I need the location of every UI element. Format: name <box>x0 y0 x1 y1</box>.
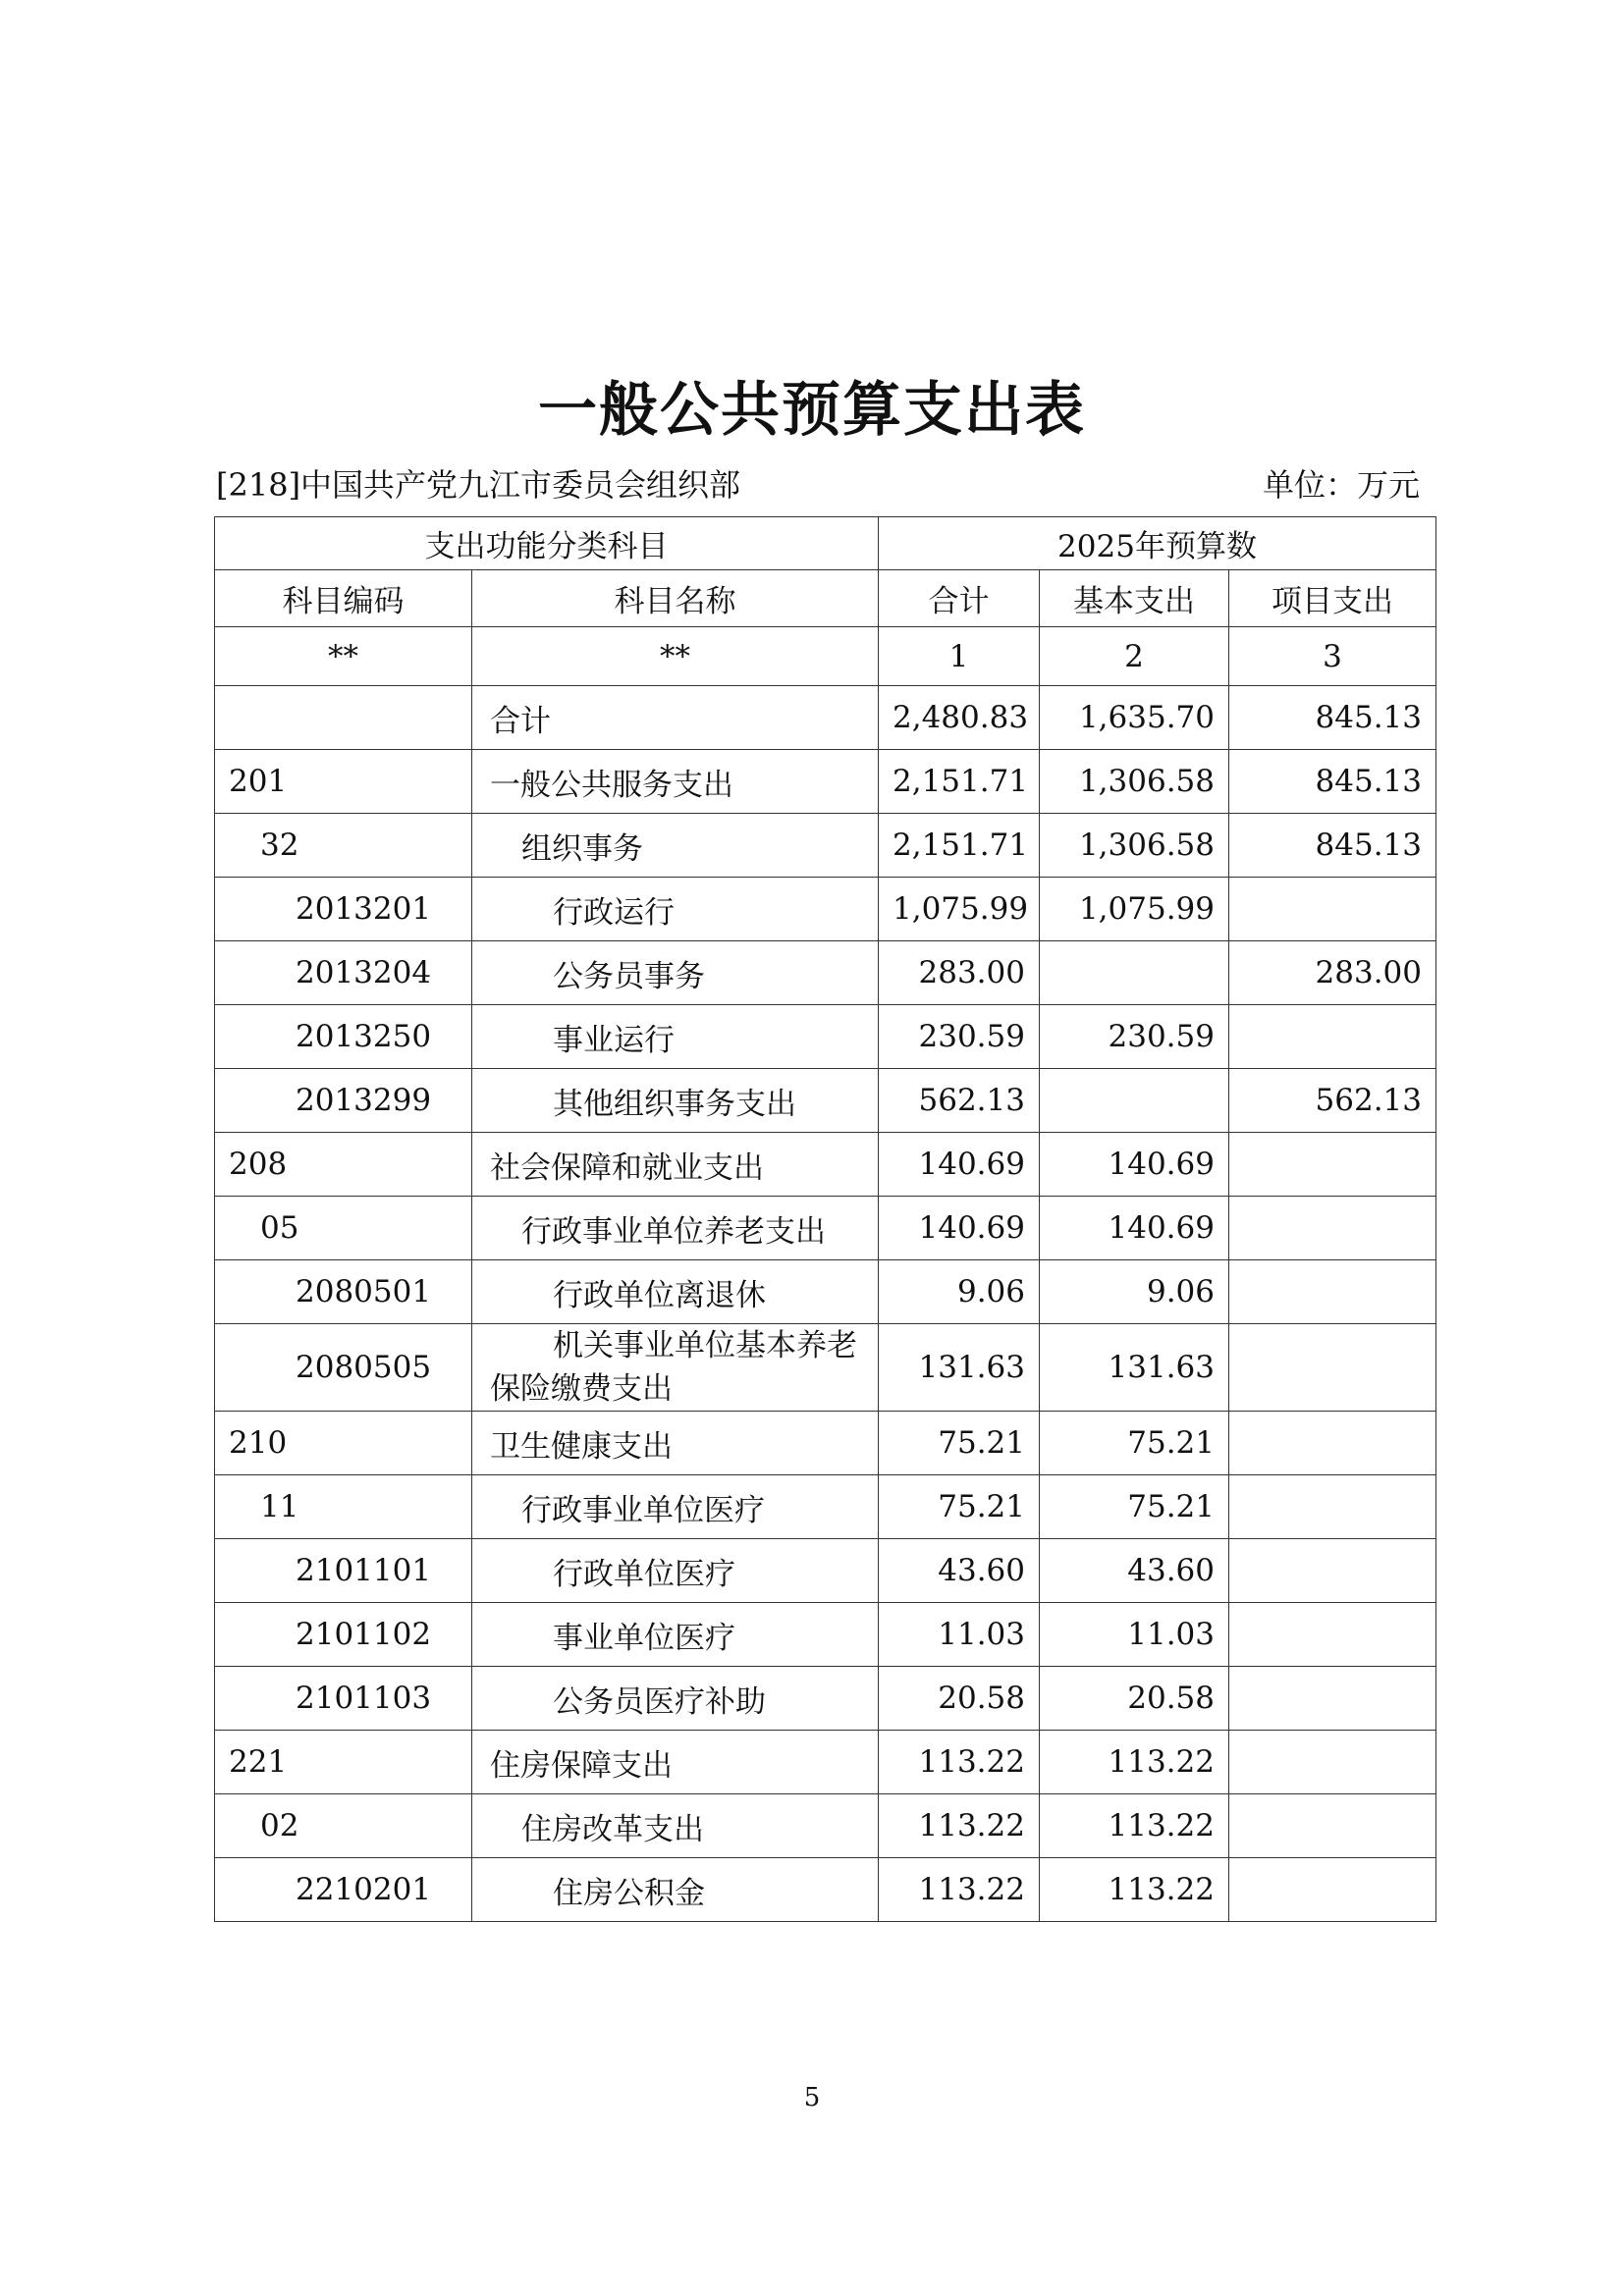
header-code: 科目编码 <box>215 570 472 627</box>
unit-label: 单位：万元 <box>1262 466 1420 504</box>
row-total: 75.21 <box>879 1475 1040 1539</box>
row-code: 2013204 <box>215 941 472 1005</box>
row-name: 住房改革支出 <box>472 1794 879 1858</box>
header-function-classification: 支出功能分类科目 <box>215 517 879 570</box>
table-row <box>215 1005 1436 1069</box>
row-total: 230.59 <box>879 1005 1040 1069</box>
row-basic: 1,306.58 <box>1040 814 1229 878</box>
table-row <box>215 1794 1436 1858</box>
row-total: 2,151.71 <box>879 750 1040 814</box>
row-total: 131.63 <box>879 1324 1040 1412</box>
row-total: 9.06 <box>879 1260 1040 1324</box>
table-row <box>215 1858 1436 1922</box>
table-row <box>215 814 1436 878</box>
row-project <box>1229 1260 1436 1324</box>
row-code: 05 <box>215 1197 472 1260</box>
row-project <box>1229 1005 1436 1069</box>
row-name: 事业运行 <box>472 1005 879 1069</box>
row-project <box>1229 878 1436 941</box>
row-name: 行政运行 <box>472 878 879 941</box>
row-total: 113.22 <box>879 1858 1040 1922</box>
row-project <box>1229 1794 1436 1858</box>
row-total: 283.00 <box>879 941 1040 1005</box>
row-total: 75.21 <box>879 1412 1040 1475</box>
row-name: 卫生健康支出 <box>472 1412 879 1475</box>
row-total: 1,075.99 <box>879 878 1040 941</box>
row-basic: 113.22 <box>1040 1794 1229 1858</box>
row-total: 43.60 <box>879 1539 1040 1603</box>
table-row <box>215 1667 1436 1731</box>
row-basic: 113.22 <box>1040 1731 1229 1794</box>
row-project <box>1229 1731 1436 1794</box>
header-budget-year: 2025年预算数 <box>879 517 1436 570</box>
row-code <box>215 686 472 750</box>
row-code: 02 <box>215 1794 472 1858</box>
row-project <box>1229 1324 1436 1412</box>
row-basic <box>1040 1069 1229 1133</box>
row-code: 2101102 <box>215 1603 472 1667</box>
row-project: 845.13 <box>1229 814 1436 878</box>
table-row <box>215 878 1436 941</box>
row-name: 机关事业单位基本养老保险缴费支出 <box>472 1324 879 1412</box>
table-row <box>215 750 1436 814</box>
header-total: 合计 <box>879 570 1040 627</box>
row-code: 11 <box>215 1475 472 1539</box>
table-row <box>215 1260 1436 1324</box>
header-row-group <box>215 517 1436 570</box>
row-code: 32 <box>215 814 472 878</box>
row-basic: 11.03 <box>1040 1603 1229 1667</box>
index-code: ** <box>215 627 472 686</box>
row-total: 2,480.83 <box>879 686 1040 750</box>
row-code: 2101101 <box>215 1539 472 1603</box>
index-basic: 2 <box>1040 627 1229 686</box>
organization-label: [218]中国共产党九江市委员会组织部 <box>216 466 741 504</box>
row-basic: 1,075.99 <box>1040 878 1229 941</box>
row-code: 210 <box>215 1412 472 1475</box>
row-name: 住房公积金 <box>472 1858 879 1922</box>
table-row <box>215 1197 1436 1260</box>
row-code: 2013299 <box>215 1069 472 1133</box>
row-project: 845.13 <box>1229 750 1436 814</box>
table-row <box>215 1731 1436 1794</box>
row-name: 公务员事务 <box>472 941 879 1005</box>
row-name: 事业单位医疗 <box>472 1603 879 1667</box>
index-total: 1 <box>879 627 1040 686</box>
index-name: ** <box>472 627 879 686</box>
row-project: 562.13 <box>1229 1069 1436 1133</box>
row-code: 2080501 <box>215 1260 472 1324</box>
header-basic: 基本支出 <box>1040 570 1229 627</box>
header-row-index <box>215 627 1436 686</box>
table-row <box>215 1069 1436 1133</box>
row-basic: 20.58 <box>1040 1667 1229 1731</box>
index-project: 3 <box>1229 627 1436 686</box>
row-name: 住房保障支出 <box>472 1731 879 1794</box>
row-code: 2013201 <box>215 878 472 941</box>
row-project <box>1229 1539 1436 1603</box>
row-name: 公务员医疗补助 <box>472 1667 879 1731</box>
row-code: 2013250 <box>215 1005 472 1069</box>
row-name: 行政单位离退休 <box>472 1260 879 1324</box>
table-row <box>215 1324 1436 1412</box>
table-row <box>215 1475 1436 1539</box>
row-basic: 43.60 <box>1040 1539 1229 1603</box>
header-name: 科目名称 <box>472 570 879 627</box>
row-project <box>1229 1197 1436 1260</box>
budget-table <box>214 516 1436 1922</box>
row-name: 其他组织事务支出 <box>472 1069 879 1133</box>
row-name: 行政事业单位养老支出 <box>472 1197 879 1260</box>
row-basic <box>1040 941 1229 1005</box>
row-code: 201 <box>215 750 472 814</box>
row-project: 845.13 <box>1229 686 1436 750</box>
page-number: 5 <box>803 2083 821 2112</box>
row-total: 20.58 <box>879 1667 1040 1731</box>
row-code: 208 <box>215 1133 472 1197</box>
row-basic: 75.21 <box>1040 1412 1229 1475</box>
row-project: 283.00 <box>1229 941 1436 1005</box>
row-basic: 230.59 <box>1040 1005 1229 1069</box>
row-basic: 140.69 <box>1040 1133 1229 1197</box>
row-name: 社会保障和就业支出 <box>472 1133 879 1197</box>
row-total: 562.13 <box>879 1069 1040 1133</box>
header-project: 项目支出 <box>1229 570 1436 627</box>
row-total: 140.69 <box>879 1197 1040 1260</box>
row-total: 11.03 <box>879 1603 1040 1667</box>
row-project <box>1229 1475 1436 1539</box>
row-total: 113.22 <box>879 1794 1040 1858</box>
row-code: 2080505 <box>215 1324 472 1412</box>
row-project <box>1229 1133 1436 1197</box>
row-project <box>1229 1667 1436 1731</box>
row-basic: 113.22 <box>1040 1858 1229 1922</box>
row-basic: 131.63 <box>1040 1324 1229 1412</box>
row-code: 2101103 <box>215 1667 472 1731</box>
table-row <box>215 1412 1436 1475</box>
row-name: 行政单位医疗 <box>472 1539 879 1603</box>
row-basic: 140.69 <box>1040 1197 1229 1260</box>
table-row <box>215 1539 1436 1603</box>
page-title: 一般公共预算支出表 <box>538 376 1086 445</box>
header-row-columns <box>215 570 1436 627</box>
row-name: 合计 <box>472 686 879 750</box>
row-project <box>1229 1603 1436 1667</box>
row-basic: 1,306.58 <box>1040 750 1229 814</box>
row-project <box>1229 1858 1436 1922</box>
row-name: 一般公共服务支出 <box>472 750 879 814</box>
row-code: 2210201 <box>215 1858 472 1922</box>
row-total: 140.69 <box>879 1133 1040 1197</box>
row-basic: 75.21 <box>1040 1475 1229 1539</box>
table-row <box>215 686 1436 750</box>
row-total: 113.22 <box>879 1731 1040 1794</box>
row-total: 2,151.71 <box>879 814 1040 878</box>
row-name: 组织事务 <box>472 814 879 878</box>
table-row <box>215 1603 1436 1667</box>
row-basic: 1,635.70 <box>1040 686 1229 750</box>
row-basic: 9.06 <box>1040 1260 1229 1324</box>
row-code: 221 <box>215 1731 472 1794</box>
row-project <box>1229 1412 1436 1475</box>
table-row <box>215 941 1436 1005</box>
row-name: 行政事业单位医疗 <box>472 1475 879 1539</box>
table-row <box>215 1133 1436 1197</box>
